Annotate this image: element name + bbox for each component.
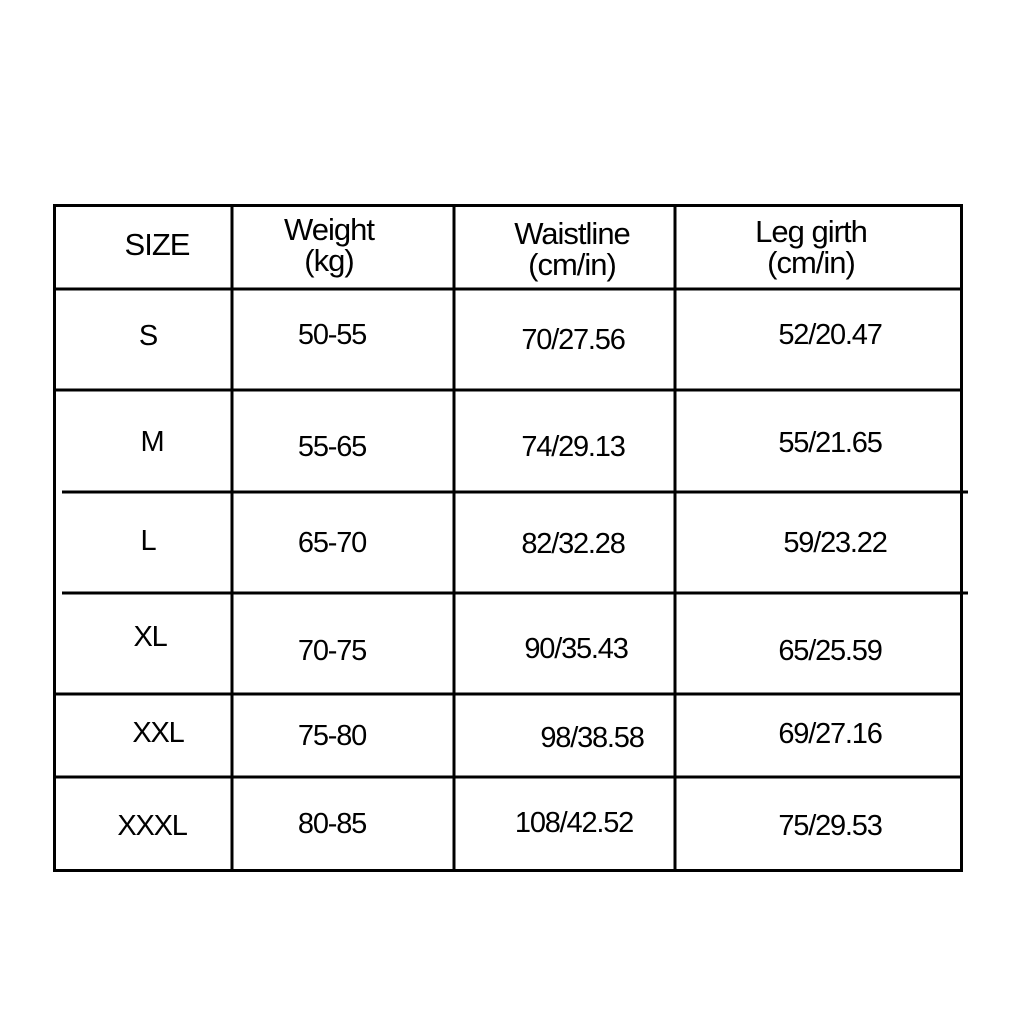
cell-waistline: 70/27.56 bbox=[521, 324, 625, 356]
cell-size: XXL bbox=[132, 717, 184, 749]
cell-size: XL bbox=[133, 621, 167, 653]
cell-leg-girth: 65/25.59 bbox=[778, 635, 882, 667]
header-leg-girth-label: Leg girth bbox=[755, 214, 867, 249]
header-waistline bbox=[514, 218, 630, 280]
header-weight bbox=[284, 214, 374, 276]
header-size-label: SIZE bbox=[124, 227, 190, 262]
header-size bbox=[125, 229, 190, 260]
cell-leg-girth: 52/20.47 bbox=[778, 319, 882, 351]
cell-waistline: 74/29.13 bbox=[521, 431, 625, 463]
cell-waistline: 108/42.52 bbox=[514, 807, 634, 839]
cell-leg-girth: 69/27.16 bbox=[778, 718, 882, 750]
cell-size: XXXL bbox=[117, 810, 187, 842]
header-leg-girth bbox=[755, 216, 867, 278]
cell-weight: 50-55 bbox=[297, 319, 367, 351]
cell-size: L bbox=[140, 525, 156, 557]
cell-waistline: 98/38.58 bbox=[540, 722, 644, 754]
cell-size: M bbox=[140, 426, 164, 458]
cell-weight: 65-70 bbox=[297, 527, 367, 559]
header-weight-label: Weight bbox=[284, 212, 374, 247]
header-waistline-label: Waistline bbox=[514, 216, 630, 251]
cell-leg-girth: 75/29.53 bbox=[778, 810, 882, 842]
cell-waistline: 90/35.43 bbox=[524, 633, 628, 665]
cell-leg-girth: 59/23.22 bbox=[783, 527, 887, 559]
cell-weight: 55-65 bbox=[297, 431, 367, 463]
header-weight-unit: (kg) bbox=[304, 243, 354, 278]
cell-size: S bbox=[138, 320, 158, 352]
cell-weight: 75-80 bbox=[297, 720, 367, 752]
cell-weight: 80-85 bbox=[297, 808, 367, 840]
header-leg-girth-unit: (cm/in) bbox=[767, 245, 855, 280]
header-waistline-unit: (cm/in) bbox=[528, 247, 616, 282]
cell-weight: 70-75 bbox=[297, 635, 367, 667]
cell-leg-girth: 55/21.65 bbox=[778, 427, 882, 459]
cell-waistline: 82/32.28 bbox=[521, 528, 625, 560]
